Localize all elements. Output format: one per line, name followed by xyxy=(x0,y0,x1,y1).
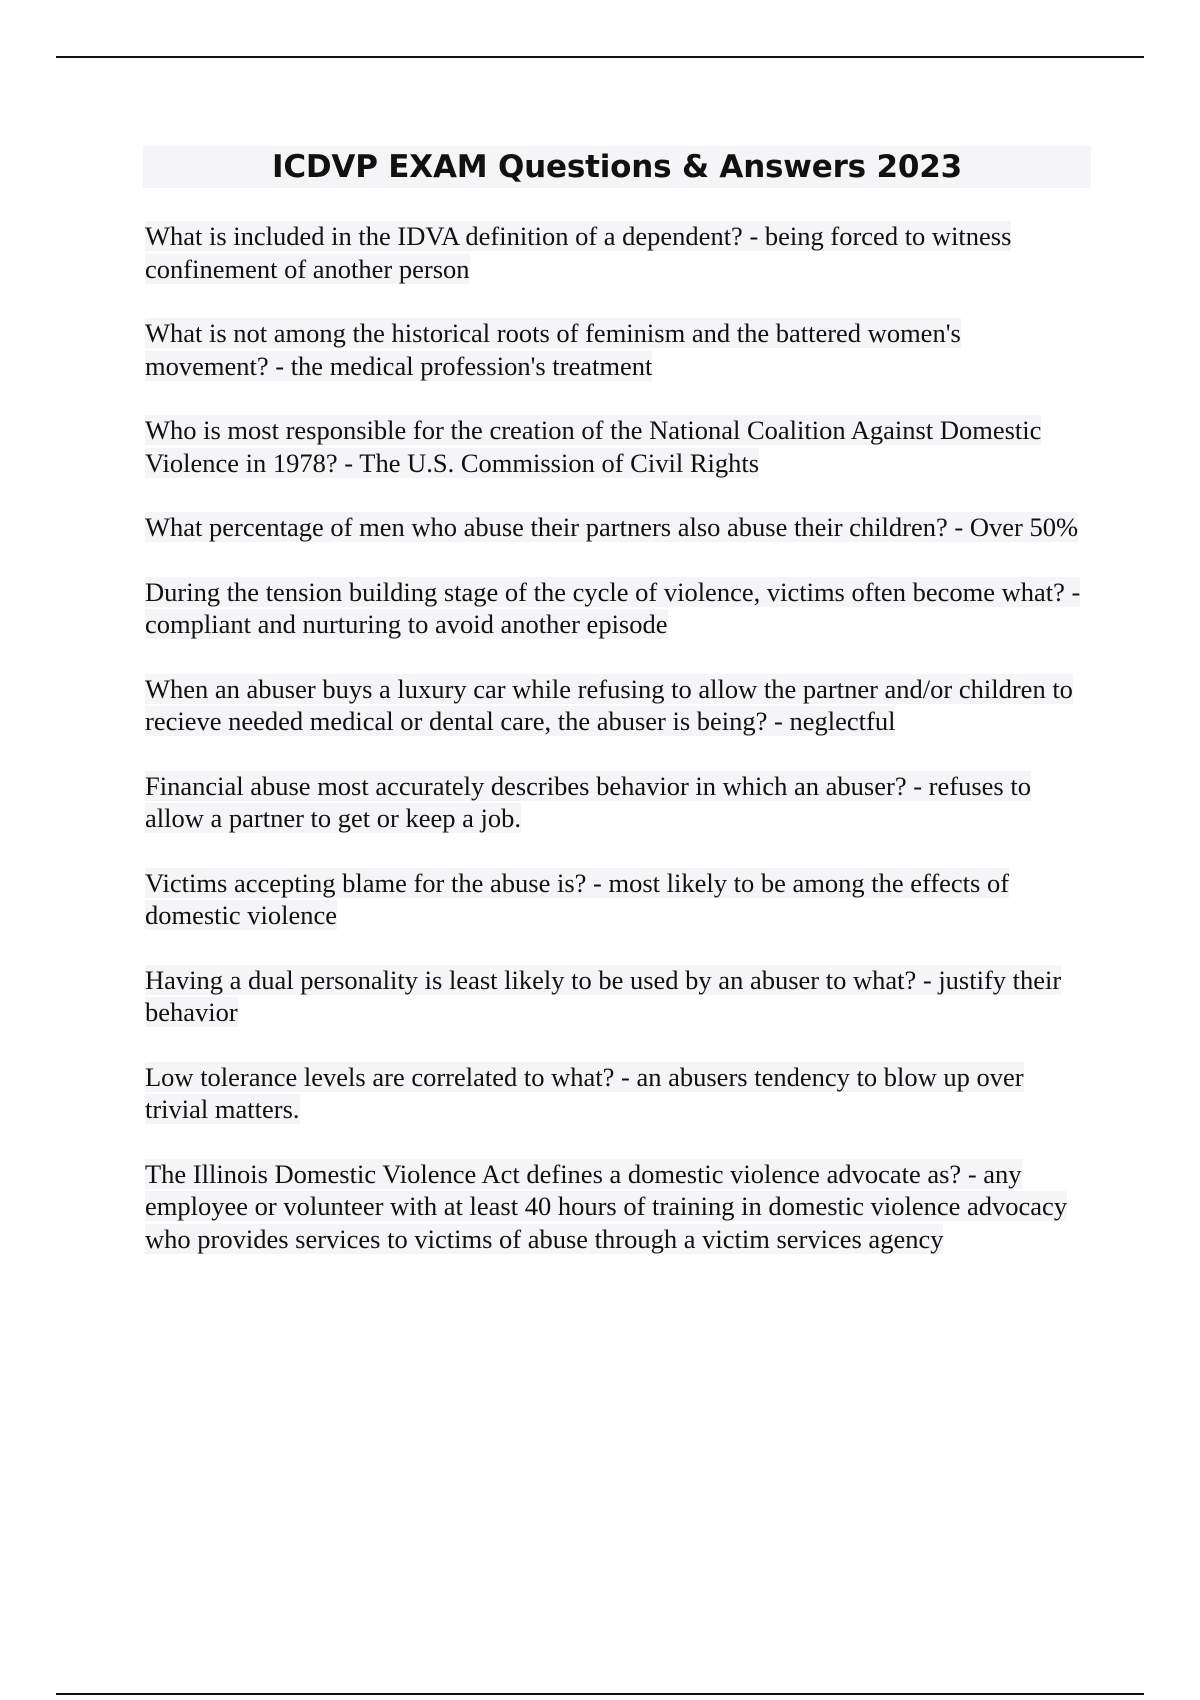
page-title: ICDVP EXAM Questions & Answers 2023 xyxy=(271,149,962,185)
qa-item xyxy=(145,673,1091,738)
qa-text: What percentage of men who abuse their partners also abuse their children? - Over 50% xyxy=(145,512,1079,542)
qa-text: Victims accepting blame for the abuse is? - most likely to be among the effects of domestic violence xyxy=(145,867,1010,930)
title-band xyxy=(143,146,1091,188)
qa-item xyxy=(145,220,1091,285)
qa-item xyxy=(145,511,1091,544)
qa-item xyxy=(145,317,1091,382)
footer-rule xyxy=(56,1693,1144,1695)
qa-list xyxy=(145,220,1091,1287)
qa-item xyxy=(145,1158,1091,1256)
qa-text: During the tension building stage of the cycle of violence, victims often become what? - compliant and nurturing to avoid another episode xyxy=(145,576,1081,639)
qa-item xyxy=(145,576,1091,641)
qa-text: Low tolerance levels are correlated to what? - an abusers tendency to blow up over trivial matters. xyxy=(145,1061,1024,1124)
qa-item xyxy=(145,1061,1091,1126)
qa-item xyxy=(145,770,1091,835)
qa-text: When an abuser buys a luxury car while refusing to allow the partner and/or children to recieve needed medical or dental care, the abuser is being? - neglectful xyxy=(145,673,1073,736)
qa-text: What is not among the historical roots of feminism and the battered women's movement? - the medical profession's treatment xyxy=(145,318,961,381)
qa-text: Who is most responsible for the creation of the National Coalition Against Domestic Violence in 1978? - The U.S. Commission of Civil Rights xyxy=(145,415,1042,478)
qa-text: The Illinois Domestic Violence Act defines a domestic violence advocate as? - any employee or volunteer with at least 40 hours of training in domestic violence advocacy who provides services to victims of abuse through a victim services agency xyxy=(145,1158,1068,1254)
qa-item xyxy=(145,964,1091,1029)
qa-text: Having a dual personality is least likely to be used by an abuser to what? - justify their behavior xyxy=(145,964,1062,1027)
qa-text: What is included in the IDVA definition of a dependent? - being forced to witness confinement of another person xyxy=(145,221,1012,284)
qa-item xyxy=(145,414,1091,479)
qa-item xyxy=(145,867,1091,932)
header-rule xyxy=(56,56,1144,58)
qa-text: Financial abuse most accurately describes behavior in which an abuser? - refuses to allow a partner to get or keep a job. xyxy=(145,770,1031,833)
